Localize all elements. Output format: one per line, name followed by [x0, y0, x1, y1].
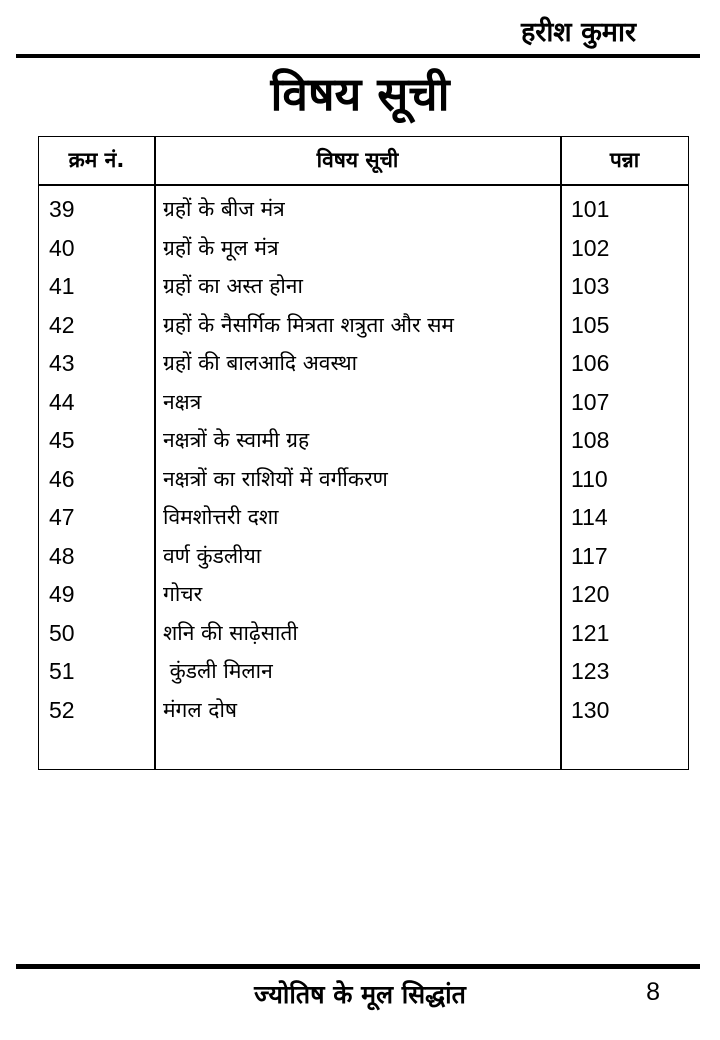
row-number: 39 — [49, 196, 75, 222]
row-page: 110 — [571, 465, 608, 492]
row-page: 108 — [571, 427, 610, 453]
row-topic: मंगल दोष — [163, 697, 238, 722]
column-header-topic: विषय सूची — [316, 148, 399, 172]
table-row — [39, 498, 688, 537]
row-number: 47 — [49, 504, 75, 530]
table-row — [39, 691, 688, 730]
row-topic: नक्षत्र — [163, 389, 202, 414]
table-of-contents — [38, 136, 689, 770]
row-page: 107 — [571, 388, 610, 415]
row-page: 103 — [571, 273, 610, 299]
table-row — [39, 267, 688, 306]
row-page: 123 — [571, 658, 610, 684]
footer-divider — [16, 964, 700, 969]
table-row — [39, 575, 688, 614]
table-row — [39, 306, 688, 345]
column-header-serial: क्रम नं. — [68, 148, 125, 172]
row-page: 117 — [571, 542, 608, 569]
row-number: 52 — [49, 696, 75, 723]
page-title: विषय सूची — [270, 67, 450, 121]
row-topic: शनि की साढ़ेसाती — [163, 620, 298, 645]
row-topic: ग्रहों का अस्त होना — [163, 274, 303, 298]
row-topic: विमशोत्तरी दशा — [163, 505, 279, 529]
row-topic: वर्ण कुंडलीया — [163, 543, 262, 568]
table-row — [39, 537, 688, 576]
table-row — [39, 421, 688, 460]
table-row — [39, 190, 688, 229]
row-topic: नक्षत्रों के स्वामी ग्रह — [163, 428, 310, 452]
column-header-page: पन्ना — [609, 148, 640, 172]
header-divider — [16, 54, 700, 58]
table-row — [39, 460, 688, 499]
row-page: 101 — [571, 196, 610, 222]
row-page: 120 — [571, 581, 610, 607]
book-title: ज्योतिष के मूल सिद्धांत — [254, 980, 466, 1009]
table-body — [39, 190, 688, 729]
page-number: 8 — [646, 978, 660, 1006]
header-row-divider — [39, 184, 688, 186]
table-row — [39, 229, 688, 268]
table-row — [39, 383, 688, 422]
row-number: 45 — [49, 427, 75, 453]
row-number: 42 — [49, 311, 75, 338]
row-topic: नक्षत्रों का राशियों में वर्गीकरण — [163, 466, 388, 491]
row-page: 114 — [571, 504, 608, 530]
row-number: 44 — [49, 388, 75, 415]
row-number: 48 — [49, 542, 75, 569]
table-row — [39, 652, 688, 691]
row-topic: ग्रहों के बीज मंत्र — [163, 197, 285, 221]
row-topic: कुंडली मिलान — [163, 659, 273, 683]
row-number: 46 — [49, 465, 75, 492]
row-topic: ग्रहों के नैसर्गिक मित्रता शत्रुता और सम — [163, 312, 454, 337]
row-number: 51 — [49, 658, 75, 684]
row-number: 49 — [49, 581, 75, 607]
row-page: 106 — [571, 350, 610, 376]
author-name: हरीश कुमार — [520, 17, 636, 48]
table-row — [39, 614, 688, 653]
row-number: 40 — [49, 234, 75, 261]
row-page: 130 — [571, 696, 610, 723]
row-number: 41 — [49, 273, 75, 299]
table-row — [39, 344, 688, 383]
row-number: 50 — [49, 619, 75, 646]
row-page: 102 — [571, 234, 610, 261]
row-topic: गोचर — [163, 582, 203, 606]
row-number: 43 — [49, 350, 75, 376]
row-page: 105 — [571, 311, 610, 338]
row-topic: ग्रहों की बालआदि अवस्था — [163, 351, 358, 375]
row-page: 121 — [571, 619, 610, 646]
row-topic: ग्रहों के मूल मंत्र — [163, 235, 279, 260]
